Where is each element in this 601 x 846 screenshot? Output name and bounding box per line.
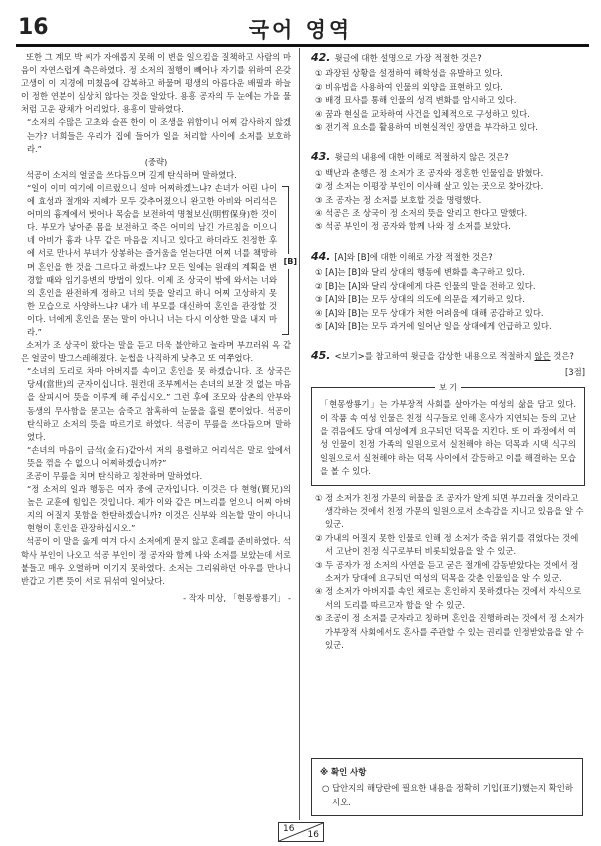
question-44 <box>311 250 585 333</box>
reading-passage <box>21 51 297 605</box>
notice-title: ※ 확인 사항 <box>320 767 367 777</box>
answer-option[interactable]: ② 가내의 어질지 못한 인물로 인해 정 소저가 죽을 위기를 겪었다는 것에서 고난이 친정 식구로부터 비롯되었음을 알 수 있군. <box>315 532 579 557</box>
passage-paragraph: 석공이 소저의 얼굴을 쓰다듬으며 길게 탄식하며 말하였다. <box>25 169 237 180</box>
question-text: [A]와 [B]에 대한 이해로 가장 적절한 것은? <box>334 251 493 262</box>
page-indicator <box>278 822 324 842</box>
passage-paragraph: 소저가 조 상국이 왔다는 말을 듣고 더욱 불안하고 놀라며 부끄러워 옥 같은 얼굴이 발그스레해졌다. 눈썹을 나직하게 낮추고 또 여쭈었다. <box>21 340 291 364</box>
question-text: <보기>를 참고하여 윗글을 감상한 내용으로 적절하지 <box>334 351 535 362</box>
bogi-box <box>311 383 585 485</box>
question-stem <box>311 349 585 363</box>
bogi-label: 보 기 <box>435 381 461 394</box>
answer-option[interactable]: ① 백난과 춘행은 정 소저가 조 공자와 정혼한 인물임을 밝혔다. <box>315 167 544 178</box>
page-number: 16 <box>18 15 49 40</box>
answer-option[interactable]: ② 비유법을 사용하여 인물의 외양을 표현하고 있다. <box>315 81 503 92</box>
question-45 <box>311 349 585 652</box>
question-number: 44. <box>311 249 331 263</box>
answer-option[interactable]: ④ 정 소저가 아버지를 속인 채로는 혼인하지 못하겠다는 것에서 자식으로서의 도리를 따르고자 함을 알 수 있군. <box>315 586 582 610</box>
confirmation-notice <box>311 758 583 816</box>
answer-option[interactable]: ③ 두 공자가 정 소저의 사연을 듣고 굳은 절개에 감동받았다는 것에서 정 소저가 당대에 요구되던 여성의 덕목을 갖춘 인물임을 알 수 있군. <box>315 559 579 583</box>
question-number: 42. <box>311 51 331 64</box>
passage-quote: “정 소저의 일과 행동은 여자 중에 군자입니다. 이것은 다 현형(賢兄)의 높은 교훈에 힘입은 것입니다. 제가 이와 같은 며느리를 얻으니 어찌 아버지의 어질지 못함을 한탄하겠습니까? 이것은 신부와 의논할 말이 아니니 현형이 혼인을 관장하십시오.” <box>27 484 291 534</box>
answer-option[interactable]: ⑤ 석공 부인이 정 공자와 함께 나와 정 소저를 보았다. <box>315 221 511 232</box>
answer-option[interactable]: ⑤ 조공이 정 소저를 군자라고 칭하며 혼인을 진행하려는 것에서 정 소저가 가부장적 사회에서도 혼사를 주관할 수 있는 권리를 인정받았음을 알 수 있군. <box>315 613 584 651</box>
passage-quote: “소녀의 도리로 차마 아버지를 속이고 혼인을 못 하겠습니다. 조 상국은 당세(當世)의 군자이십니다. 원컨대 조부께서는 손녀의 보잘 것 없는 마음을 살피시어 뜻을 이루게 해 주십시오.” 그런 후에 조모와 삼촌의 안부와 동생의 무사함을 묻고는 숨죽고 참혹하여 눈물을 흘릴 뿐이었다. 석공이 탄식하고 소저의 뜻을 따르기로 하였다. 석공이 무릎을 쓰다듬으며 말하였다. <box>27 366 291 442</box>
answer-option[interactable]: ② [B]는 [A]와 달리 상대에게 다른 인물의 말을 전하고 있다. <box>315 280 536 291</box>
answer-option[interactable]: ① 과장된 상황을 설정하여 해학성을 유발하고 있다. <box>315 68 503 79</box>
subject-title: 국어 영역 <box>248 18 353 42</box>
passage-paragraph: 조공이 무릎을 치며 탄식하고 칭찬하며 말하였다. <box>25 471 203 481</box>
passage-quote: “손녀의 마음이 금석(金石)같아서 저의 용렬하고 어리석은 말로 앞에서 뜻을 꺾을 수 없으니 어찌하겠습니까?” <box>27 444 291 468</box>
question-points: [3점] <box>565 366 585 377</box>
answer-option[interactable]: ③ 배경 묘사를 통해 인물의 성격 변화를 암시하고 있다. <box>315 95 517 106</box>
question-stem <box>311 250 585 264</box>
answer-option[interactable]: ⑤ 전기적 요소를 활용하여 비현실적인 장면을 부각하고 있다. <box>315 122 538 133</box>
passage-quote: “일이 이미 여기에 이르렀으니 설마 어찌하겠느냐? 손녀가 어린 나이에 효성과 절개와 지혜가 모두 갖추어졌으니 완고한 아비와 어리석은 어미의 흉계에서 벗어나 목숨을 보전하여 명철보신(明哲保身)한 것이다. 부모가 낳아준 몸을 보전하고 죽은 어미의 남긴 가르침을 이으니 네 아비가 흉과 나무 같은 마음을 지니고 있다고 하더라도 친정한 후에 서로 만나서 부녀가 상봉하는 즐거움을 얻는다면 어찌 너를 책망하며 혼인을 한 것을 그르다고 하겠느냐? 모든 일에는 원래의 계획을 변경할 때와 임기응변의 방법이 있다. 이제 조 상국이 밖에 와서는 너와의 혼인을 완전하게 정하고 너의 뜻을 알리고 하니 어찌 고상하지 못한 모습으로 사양하느냐? 내가 네 부모를 대신하여 혼인을 관장할 것이다. 너에게 혼인을 묻는 말이 아니니 너는 다시 이상한 말을 내지 마라.” <box>27 182 277 337</box>
answer-option[interactable]: ⑤ [A]와 [B]는 모두 과거에 일어난 일을 상대에게 언급하고 있다. <box>315 320 552 331</box>
bracket-b-section <box>21 182 297 339</box>
answer-option[interactable]: ② 정 소저는 이평장 부인이 이사해 살고 있는 곳으로 찾아갔다. <box>315 181 544 192</box>
answer-option[interactable]: ③ [A]와 [B]는 모두 상대의 의도에 의문을 제기하고 있다. <box>315 294 525 305</box>
answer-option[interactable]: ④ 석공은 조 상국이 정 소저의 뜻을 알리고 한다고 말했다. <box>315 208 528 219</box>
total-pages: 16 <box>307 830 319 840</box>
answer-option[interactable]: ① [A]는 [B]와 달리 상대의 행동에 변화를 촉구하고 있다. <box>315 267 525 278</box>
question-text: 윗글의 내용에 대한 이해로 적절하지 않은 것은? <box>334 152 509 163</box>
bogi-text: 「현몽쌍룡기」는 가부장적 사회를 살아가는 여성의 삶을 담고 있다. 이 작품 속 여성 인물은 친정 식구들로 인해 혼사가 지연되는 등의 고난을 겪음에도 당대 여성에게 요구되던 덕목을 지킨다. 또 이 과정에서 여성 인물이 친정 가족의 일원으로서 실천해야 하는 덕목과 시댁 식구의 일원으로서 실천해야 하는 덕목 사이에서 갈등하고 이를 해결하는 모습을 볼 수 있다. <box>320 399 576 477</box>
passage-source: - 작자 미상, 「현몽쌍룡기」 - <box>183 592 291 603</box>
question-number: 43. <box>311 150 331 164</box>
passage-paragraph: 또한 그 계모 박 씨가 자애롭지 못해 이 변을 일으킴을 질책하고 사람의 마음이 자연스럽게 측은하였다. 정 소저의 절행이 빼어나 자기를 위하여 온갖 고생이 이 지경에 미쳤음에 감복하고 하물며 평생의 아름다운 배필과 하늘이 정한 연분이 심상치 않다는 것을 알았다. 용흥 공자의 두 눈에는 가을 물처럼 고운 광채가 어리었다. 용흥이 말하였다. <box>21 52 291 115</box>
notice-item: ○ 답안지의 해당란에 필요한 내용을 정확히 기입(표기)했는지 확인하시오. <box>322 783 573 807</box>
question-42 <box>311 51 585 134</box>
question-43 <box>311 150 585 233</box>
answer-option[interactable]: ④ 꿈과 현실을 교차하여 사건을 입체적으로 구성하고 있다. <box>315 108 530 119</box>
passage-quote: “소저의 수많은 고초와 슬픈 한이 이 조생을 위함이니 어찌 감사하지 않겠는가? 너희들은 우리가 집에 들어가 일을 처리할 사이에 소저를 보호하라.” <box>27 117 291 154</box>
answer-option[interactable]: ① 정 소저가 친정 가문의 허물을 조 공자가 알게 되면 부끄러울 것이라고 생각하는 것에서 친정 가문의 일원으로서 소속감을 지니고 있음을 알 수 있군. <box>315 492 584 530</box>
passage-omission: (중략) <box>144 156 168 167</box>
question-text: 윗글에 대한 설명으로 가장 적절한 것은? <box>334 53 482 63</box>
question-text: 것은? <box>550 351 574 362</box>
answer-option[interactable]: ③ 조 공자는 정 소저를 보호할 것을 명령했다. <box>315 194 482 205</box>
passage-paragraph: 석공이 이 말을 옳게 여겨 다시 소저에게 묻지 않고 혼례를 준비하였다. 석 학사 부인이 나오고 석공 부인이 정 공자와 함께 나와 소저를 보았는데 서로 붙들고 매우 오열하며 이기지 못하였다. 소저는 그리워하던 아우를 만나니 반갑고 기쁜 뜻이 서로 뒤섞여 일어났다. <box>21 536 291 586</box>
current-page: 16 <box>283 824 295 834</box>
column-divider <box>299 48 300 820</box>
question-text-emphasis: 않은 <box>534 351 551 362</box>
questions-column <box>311 51 585 664</box>
header-rule <box>16 44 589 47</box>
question-stem <box>311 150 585 164</box>
answer-option[interactable]: ④ [A]와 [B]는 모두 상대가 처한 어려움에 대해 공감하고 있다. <box>315 307 544 318</box>
bracket-b-label: [B] <box>284 254 297 269</box>
question-stem <box>311 51 585 65</box>
question-number: 45. <box>311 349 331 363</box>
